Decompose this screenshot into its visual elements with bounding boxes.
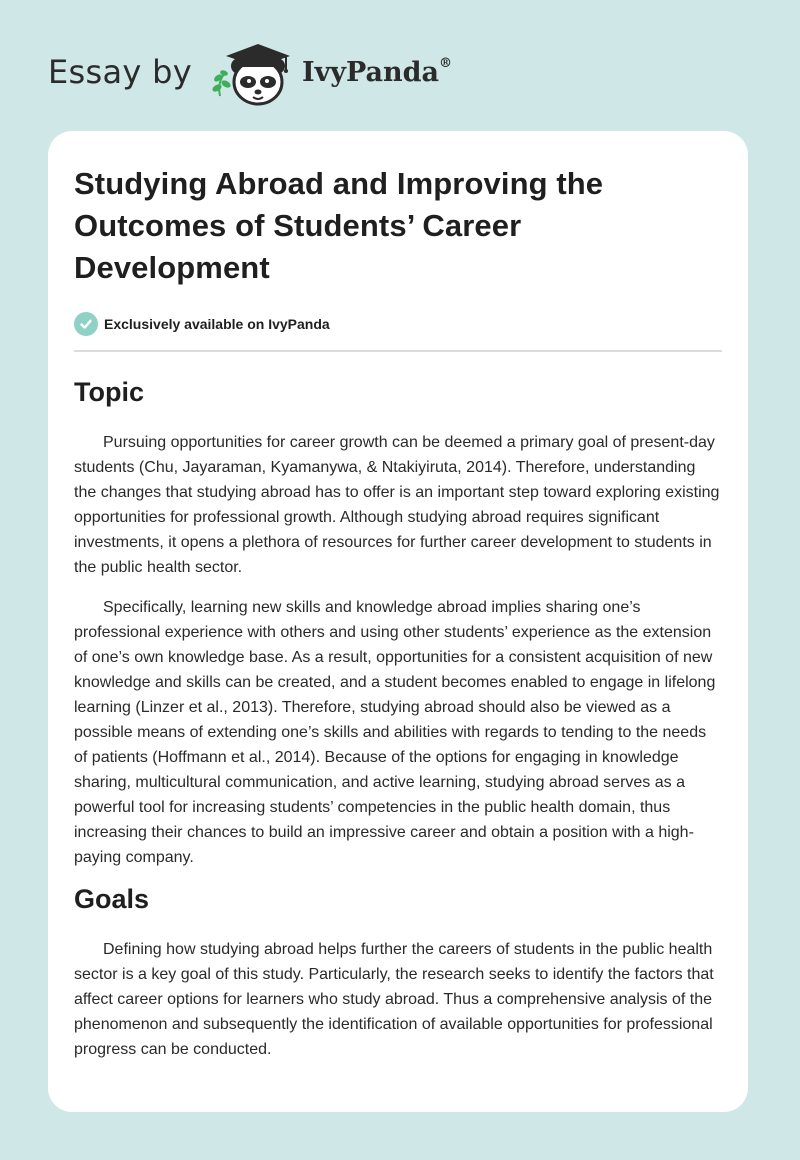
exclusive-badge	[74, 312, 722, 336]
brand-header[interactable]	[48, 36, 452, 108]
section-heading-topic: Topic	[74, 377, 144, 407]
essay-title: Studying Abroad and Improving the Outcomes of Students’ Career Development	[74, 166, 604, 285]
section-goals	[74, 882, 722, 1062]
paragraph: Defining how studying abroad helps further the careers of students in the public health sector is a key goal of this study. Particularly, the research seeks to identify the factors that affect career options for learners who study abroad. Thus a comprehensive analysis of the phenomenon and subsequently the identification of available opportunities for professional progress can be conducted.	[74, 941, 714, 1058]
exclusive-badge-label: Exclusively available on IvyPanda	[104, 316, 330, 332]
check-circle-icon	[74, 312, 98, 336]
title-divider	[74, 350, 722, 352]
panda-graduation-icon	[206, 36, 298, 108]
paragraph: Specifically, learning new skills and knowledge abroad implies sharing one’s professional experience with others and using other students’ experience as the extension of one’s own knowledge base. As a result, opportunities for a consistent acquisition of new knowledge and skills can be created, and a student becomes enabled to engage in lifelong learning (Linzer et al., 2013). Therefore, studying abroad should also be viewed as a possible means of extending one’s skills and abilities with regards to tending to the needs of patients (Hoffmann et al., 2014). Because of the options for engaging in knowledge sharing, multicultural communication, and active learning, studying abroad serves as a powerful tool for increasing students’ competencies in the public health domain, thus increasing their chances to build an impressive career and obtain a position with a high-paying company.	[74, 599, 716, 866]
brand-prefix: Essay by	[48, 53, 192, 91]
brand-name: IvyPanda®	[301, 55, 453, 88]
section-heading-goals: Goals	[74, 884, 150, 914]
essay-card	[48, 131, 748, 1112]
section-topic	[74, 375, 722, 870]
paragraph: Pursuing opportunities for career growth can be deemed a primary goal of present-day students (Chu, Jayaraman, Kyamanywa, & Ntakiyiruta, 2014). Therefore, understanding the changes that studying abroad has to offer is an important step toward exploring existing opportunities for professional growth. Although studying abroad requires significant investments, it opens a plethora of resources for further career development to students in the public health sector.	[74, 434, 720, 576]
registered-mark: ®	[439, 55, 453, 71]
